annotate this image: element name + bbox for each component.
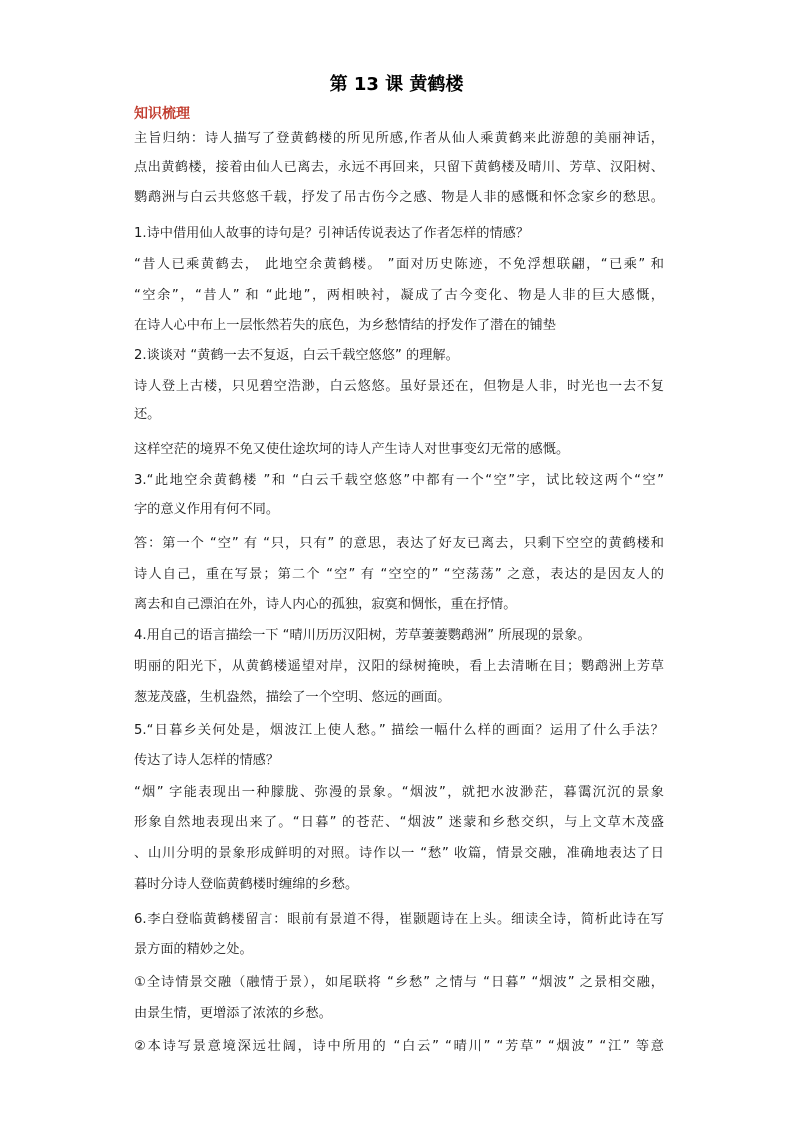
question-line: 6.李白登临黄鹤楼留言：眼前有景道不得，崔颢题诗在上头。细读全诗，简析此诗在写 <box>134 912 664 927</box>
question-line: 2.谈谈对 “黄鹤一去不复返，白云千载空悠悠” 的理解。 <box>134 348 459 363</box>
text-line: 点出黄鹤楼，接着由仙人已离去，永远不再回来，只留下黄鹤楼及晴川、芳草、汉阳树、 <box>134 160 664 175</box>
text-line: 答：第一个 “空” 有 “只，只有” 的意思，表达了好友已离去，只剩下空空的黄鹤楼和 <box>134 536 664 551</box>
text-line: ②本诗写景意境深远壮阔，诗中所用的 “白云” “晴川” “芳草” “烟波” “江” 等意 <box>134 1039 664 1054</box>
question-line: 4.用自己的语言描绘一下 “晴川历历汉阳树，芳草萋萋鹦鹉洲” 所展现的景象。 <box>134 628 591 643</box>
text-line: “昔人已乘黄鹤去， 此地空余黄鹤楼。 ”面对历史陈迹，不免浮想联翩，“已乘” 和 <box>134 257 664 272</box>
question-line: 传达了诗人怎样的情感？ <box>134 753 280 768</box>
question-line: 3.“此地空余黄鹤楼 ”和 “白云千载空悠悠”中都有一个“空”字，试比较这两个“空” <box>134 473 664 488</box>
text-line: 葱茏茂盛，生机盎然，描绘了一个空明、悠远的画面。 <box>134 690 451 705</box>
text-line: 由景生情，更增添了浓浓的乡愁。 <box>134 1006 332 1021</box>
question-line: 1.诗中借用仙人故事的诗句是？引神话传说表达了作者怎样的情感？ <box>134 226 530 241</box>
text-line: 主旨归纳：诗人描写了登黄鹤楼的所见所感,作者从仙人乘黄鹤来此游憩的美丽神话， <box>134 131 664 146</box>
question-line: 5.“日暮乡关何处是，烟波江上使人愁。” 描绘一幅什么样的画面？运用了什么手法？ <box>134 723 664 738</box>
text-line: 诗人登上古楼，只见碧空浩渺，白云悠悠。虽好景还在，但物是人非，时光也一去不复 <box>134 379 664 394</box>
text-line: 诗人自己，重在写景；第二个 “空” 有 “空空的” “空荡荡” 之意，表达的是因友人的 <box>134 567 664 582</box>
text-line: 这样空茫的境界不免又使仕途坎坷的诗人产生诗人对世事变幻无常的感慨。 <box>134 442 570 457</box>
text-line: 鹦鹉洲与白云共悠悠千载，抒发了吊古伤今之感、物是人非的感慨和怀念家乡的愁思。 <box>134 190 664 205</box>
text-line: 、山川分明的景象形成鲜明的对照。诗作以一 “愁” 收篇，情景交融，准确地表达了日 <box>134 846 664 861</box>
text-line: 离去和自己漂泊在外，诗人内心的孤独，寂寞和惆怅，重在抒情。 <box>134 597 517 612</box>
section-heading: 知识梳理 <box>134 106 190 122</box>
text-line: “烟” 字能表现出一种朦胧、弥漫的景象。“烟波”，就把水波渺茫，暮霭沉沉的景象 <box>134 785 664 800</box>
question-line: 景方面的精妙之处。 <box>134 942 253 957</box>
text-line: 还。 <box>134 407 161 422</box>
text-line: “空余”，“昔人” 和 “此地”，两相映衬，凝成了古今变化、物是人非的巨大感慨， <box>134 288 664 303</box>
text-line: 明丽的阳光下，从黄鹤楼遥望对岸，汉阳的绿树掩映，看上去清晰在目；鹦鹉洲上芳草 <box>134 659 664 674</box>
page-title: 第 13 课 黄鹤楼 <box>329 74 464 95</box>
text-line: 形象自然地表现出来了。“日暮” 的苍茫、“烟波” 迷蒙和乡愁交织，与上文草木茂盛 <box>134 815 664 830</box>
question-line: 字的意义作用有何不同。 <box>134 502 280 517</box>
text-line: ①全诗情景交融（融情于景），如尾联将 “乡愁” 之情与 “日暮” “烟波” 之景相交融， <box>134 975 664 990</box>
text-line: 暮时分诗人登临黄鹤楼时缠绵的乡愁。 <box>134 877 359 892</box>
text-line: 在诗人心中布上一层怅然若失的底色，为乡愁情结的抒发作了潜在的铺垫 <box>134 318 556 333</box>
